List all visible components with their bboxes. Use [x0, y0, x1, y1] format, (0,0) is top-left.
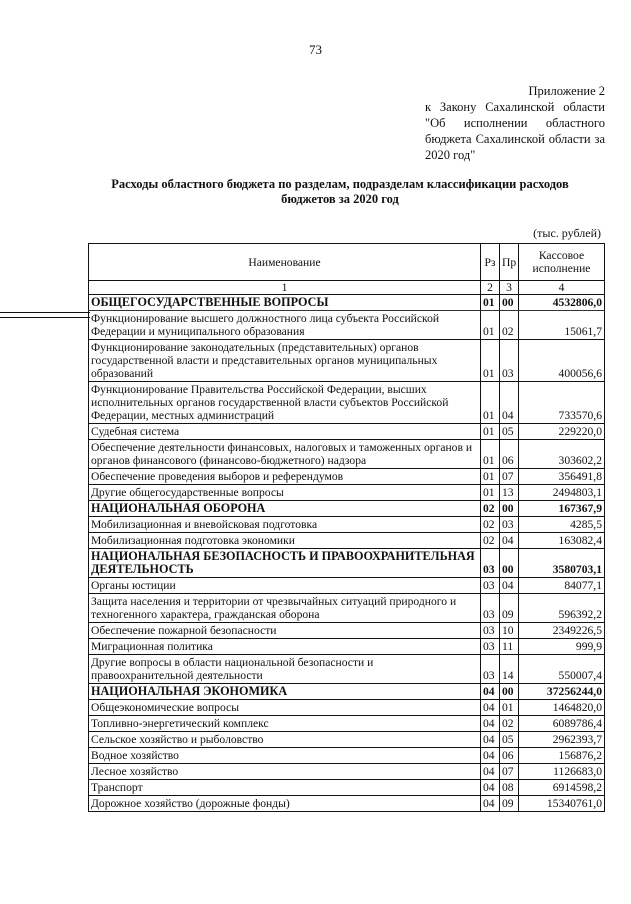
table-row [89, 517, 605, 533]
row-amount: 733570,6 [519, 382, 605, 424]
row-rz: 04 [481, 748, 500, 764]
row-name: Обеспечение деятельности финансовых, налоговых и таможенных органов и органов финансового (финансово-бюджетного) надзора [89, 440, 481, 469]
appendix-line: 2020 год" [425, 148, 476, 162]
row-amount: 596392,2 [519, 594, 605, 623]
row-rz: 01 [481, 382, 500, 424]
row-rz: 04 [481, 716, 500, 732]
page-number: 73 [309, 42, 322, 57]
table-row [89, 469, 605, 485]
row-name: Функционирование законодательных (представительных) органов государственной власти и представительных органов муниципальных образований [89, 340, 481, 382]
row-amount: 15340761,0 [519, 796, 605, 812]
row-pr: 06 [500, 440, 519, 469]
row-name: ОБЩЕГОСУДАРСТВЕННЫЕ ВОПРОСЫ [89, 295, 481, 311]
table-row [89, 440, 605, 469]
row-rz: 03 [481, 623, 500, 639]
row-pr: 13 [500, 485, 519, 501]
row-pr: 07 [500, 469, 519, 485]
table-header-row [89, 244, 605, 281]
row-name: НАЦИОНАЛЬНАЯ ОБОРОНА [89, 501, 481, 517]
row-pr: 01 [500, 700, 519, 716]
row-rz: 02 [481, 533, 500, 549]
row-pr: 03 [500, 517, 519, 533]
row-rz: 01 [481, 424, 500, 440]
row-pr: 02 [500, 311, 519, 340]
row-amount: 999,9 [519, 639, 605, 655]
row-rz: 02 [481, 501, 500, 517]
header-amount: Кассовое исполнение [519, 244, 605, 281]
row-rz: 01 [481, 485, 500, 501]
row-pr: 00 [500, 295, 519, 311]
row-rz: 03 [481, 655, 500, 684]
appendix-line: "Об исполнении областного [425, 116, 605, 130]
row-name: Транспорт [89, 780, 481, 796]
table-row [89, 549, 605, 578]
row-pr: 00 [500, 549, 519, 578]
row-name: НАЦИОНАЛЬНАЯ БЕЗОПАСНОСТЬ И ПРАВООХРАНИТЕЛЬНАЯ ДЕЯТЕЛЬНОСТЬ [89, 549, 481, 578]
row-pr: 10 [500, 623, 519, 639]
table-row [89, 764, 605, 780]
row-pr: 04 [500, 533, 519, 549]
row-amount: 167367,9 [519, 501, 605, 517]
row-rz: 03 [481, 549, 500, 578]
table-row [89, 639, 605, 655]
table-row [89, 748, 605, 764]
column-number: 3 [500, 281, 519, 295]
row-rz: 01 [481, 469, 500, 485]
table-row [89, 623, 605, 639]
column-number: 4 [519, 281, 605, 295]
column-number: 2 [481, 281, 500, 295]
row-rz: 03 [481, 594, 500, 623]
appendix-line: Приложение 2 [528, 84, 605, 98]
row-rz: 04 [481, 700, 500, 716]
row-name: Общеэкономические вопросы [89, 700, 481, 716]
document-title: Расходы областного бюджета по разделам, подразделам классификации расходов бюджетов за 2020 год [111, 177, 569, 206]
row-name: Дорожное хозяйство (дорожные фонды) [89, 796, 481, 812]
row-name: Мобилизационная и вневойсковая подготовка [89, 517, 481, 533]
table-row [89, 501, 605, 517]
row-rz: 02 [481, 517, 500, 533]
row-name: Миграционная политика [89, 639, 481, 655]
row-rz: 04 [481, 796, 500, 812]
row-pr: 09 [500, 796, 519, 812]
row-amount: 84077,1 [519, 578, 605, 594]
margin-line [0, 312, 90, 313]
row-name: Функционирование Правительства Российской Федерации, высших исполнительных органов государственной власти субъектов Российской Федерации, местных администраций [89, 382, 481, 424]
table-row [89, 700, 605, 716]
row-name: Водное хозяйство [89, 748, 481, 764]
row-amount: 163082,4 [519, 533, 605, 549]
row-amount: 2349226,5 [519, 623, 605, 639]
row-amount: 3580703,1 [519, 549, 605, 578]
row-rz: 04 [481, 684, 500, 700]
table-row [89, 382, 605, 424]
units-label: (тыс. рублей) [533, 226, 601, 240]
row-name: Судебная система [89, 424, 481, 440]
column-number-row [89, 281, 605, 295]
header-rz: Рз [481, 244, 500, 281]
row-amount: 4532806,0 [519, 295, 605, 311]
row-amount: 356491,8 [519, 469, 605, 485]
row-pr: 00 [500, 501, 519, 517]
row-name: Органы юстиции [89, 578, 481, 594]
row-amount: 400056,6 [519, 340, 605, 382]
row-amount: 229220,0 [519, 424, 605, 440]
row-amount: 6089786,4 [519, 716, 605, 732]
row-rz: 04 [481, 780, 500, 796]
row-pr: 14 [500, 655, 519, 684]
row-amount: 4285,5 [519, 517, 605, 533]
row-rz: 01 [481, 311, 500, 340]
row-pr: 09 [500, 594, 519, 623]
row-name: Мобилизационная подготовка экономики [89, 533, 481, 549]
table-row [89, 533, 605, 549]
row-pr: 05 [500, 424, 519, 440]
row-pr: 02 [500, 716, 519, 732]
appendix-line: к Закону Сахалинской области [425, 100, 605, 114]
table-row [89, 340, 605, 382]
row-pr: 06 [500, 748, 519, 764]
row-rz: 01 [481, 295, 500, 311]
table-row [89, 311, 605, 340]
row-amount: 1126683,0 [519, 764, 605, 780]
row-amount: 156876,2 [519, 748, 605, 764]
table-row [89, 594, 605, 623]
row-rz: 03 [481, 578, 500, 594]
table-body [89, 295, 605, 812]
row-rz: 01 [481, 340, 500, 382]
row-rz: 01 [481, 440, 500, 469]
row-amount: 1464820,0 [519, 700, 605, 716]
row-amount: 550007,4 [519, 655, 605, 684]
header-name: Наименование [89, 244, 481, 281]
column-number: 1 [89, 281, 481, 295]
row-pr: 11 [500, 639, 519, 655]
row-name: Защита населения и территории от чрезвычайных ситуаций природного и техногенного характера, гражданская оборона [89, 594, 481, 623]
table-row [89, 295, 605, 311]
row-name: Другие общегосударственные вопросы [89, 485, 481, 501]
row-pr: 04 [500, 578, 519, 594]
appendix-line: бюджета Сахалинской области за [425, 132, 605, 146]
row-name: Лесное хозяйство [89, 764, 481, 780]
row-amount: 2494803,1 [519, 485, 605, 501]
row-pr: 08 [500, 780, 519, 796]
row-name: Функционирование высшего должностного лица субъекта Российской Федерации и муниципального образования [89, 311, 481, 340]
strike-line [88, 310, 604, 311]
appendix-block [425, 83, 605, 163]
row-rz: 03 [481, 639, 500, 655]
table-row [89, 716, 605, 732]
row-pr: 05 [500, 732, 519, 748]
row-amount: 37256244,0 [519, 684, 605, 700]
table-row [89, 485, 605, 501]
row-name: Обеспечение пожарной безопасности [89, 623, 481, 639]
row-rz: 04 [481, 732, 500, 748]
row-name: Другие вопросы в области национальной безопасности и правоохранительной деятельности [89, 655, 481, 684]
row-name: НАЦИОНАЛЬНАЯ ЭКОНОМИКА [89, 684, 481, 700]
row-amount: 2962393,7 [519, 732, 605, 748]
row-amount: 15061,7 [519, 311, 605, 340]
table-row [89, 424, 605, 440]
table-row [89, 578, 605, 594]
row-pr: 00 [500, 684, 519, 700]
table-row [89, 732, 605, 748]
header-pr: Пр [500, 244, 519, 281]
table-row [89, 655, 605, 684]
table-row [89, 796, 605, 812]
row-pr: 03 [500, 340, 519, 382]
row-pr: 07 [500, 764, 519, 780]
row-amount: 6914598,2 [519, 780, 605, 796]
row-amount: 303602,2 [519, 440, 605, 469]
row-rz: 04 [481, 764, 500, 780]
margin-line [0, 317, 90, 318]
row-name: Обеспечение проведения выборов и референдумов [89, 469, 481, 485]
row-pr: 04 [500, 382, 519, 424]
row-name: Топливно-энергетический комплекс [89, 716, 481, 732]
expenditure-table [88, 243, 605, 812]
table-row [89, 780, 605, 796]
row-name: Сельское хозяйство и рыболовство [89, 732, 481, 748]
table-row [89, 684, 605, 700]
